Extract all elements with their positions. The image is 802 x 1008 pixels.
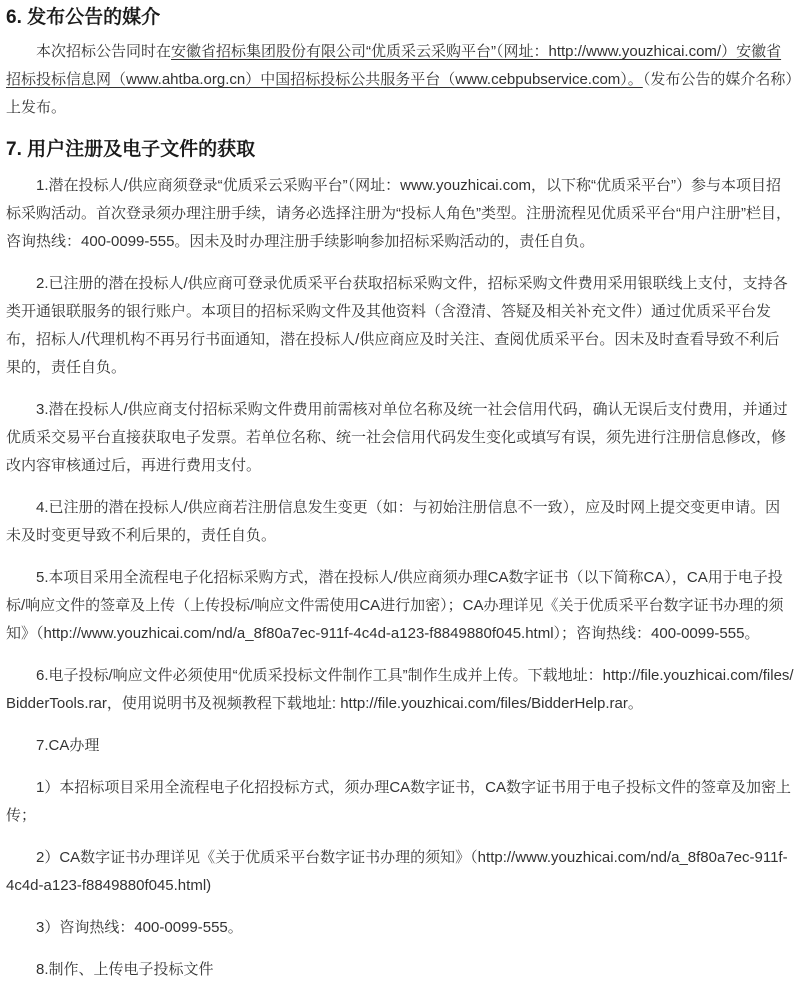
section6-heading: 6. 发布公告的媒介 <box>6 7 161 28</box>
ca-section-heading: 7.CA办理 <box>36 737 100 754</box>
media-intro-prefix: 本次招标公告同时在 <box>36 43 172 60</box>
registration-paragraph-4: 4.已注册的潜在投标人/供应商若注册信息发生变更（如：与初始注册信息不一致），应及时网上提交变更申请。因未及时变更导致不利后果的，责任自负。 <box>6 499 781 544</box>
media-platforms-underlined-text: 安徽省招标集团股份有限公司“优质采云采购平台”（网址：http://www.youzhicai.com/）安徽省招标投标信息网（www.ahtba.org.cn）中国招标投标公共服务平台（www.cebpubservice.com）。 <box>6 43 782 88</box>
ca-list-item-1: 1）本招标项目采用全流程电子化招投标方式，须办理CA数字证书，CA数字证书用于电子投标文件的签章及加密上传； <box>6 779 792 824</box>
section8-heading: 8.制作、上传电子投标文件 <box>36 961 214 978</box>
media-intro-suffix: （发布公告的媒介名称）上发布。 <box>6 71 793 116</box>
registration-paragraph-3: 3.潜在投标人/供应商支付招标采购文件费用前需核对单位名称及统一社会信用代码，确认无误后支付费用，并通过优质采交易平台直接获取电子发票。若单位名称、统一社会信用代码发生变化或填写有误，须先进行注册信息修改，修改内容审核通过后，再进行费用支付。 <box>6 401 788 474</box>
section7-heading: 7. 用户注册及电子文件的获取 <box>6 139 256 160</box>
registration-paragraph-2: 2.已注册的潜在投标人/供应商可登录优质采平台获取招标采购文件，招标采购文件费用采用银联线上支付，支持各类开通银联服务的银行账户。本项目的招标采购文件及其他资料（含澄清、答疑及相关补充文件）通过优质采平台发布，招标人/代理机构不再另行书面通知，潜在投标人/供应商应及时关注、查阅优质采平台。因未及时查看导致不利后果的，责任自负。 <box>6 275 788 376</box>
ca-list-item-3: 3）咨询热线：400-0099-555。 <box>36 919 243 936</box>
ca-list-item-2: 2）CA数字证书办理详见《关于优质采平台数字证书办理的须知》（http://www.youzhicai.com/nd/a_8f80a7ec-911f-4c4d-a123-f8849880f045.html) <box>6 849 788 894</box>
registration-paragraph-5: 5.本项目采用全流程电子化招标采购方式，潜在投标人/供应商须办理CA数字证书（以下简称CA），CA用于电子投标/响应文件的签章及上传（上传投标/响应文件需使用CA进行加密）；CA办理详见《关于优质采平台数字证书办理的须知》（http://www.youzhicai.com/nd/a_8f80a7ec-911f-4c4d-a123-f8849880f045.html）；咨询热线：400-0099-555。 <box>6 569 784 642</box>
media-intro-paragraph <box>6 38 794 122</box>
registration-paragraph-6: 6.电子投标/响应文件必须使用“优质采投标文件制作工具”制作生成并上传。下载地址：http://file.youzhicai.com/files/BidderTools.rar，使用说明书及视频教程下载地址: http://file.youzhicai.com/files/BidderHelp.rar。 <box>6 667 794 712</box>
registration-paragraph-1: 1.潜在投标人/供应商须登录“优质采云采购平台”（网址：www.youzhicai.com，以下称“优质采平台”）参与本项目招标采购活动。首次登录须办理注册手续，请务必选择注册为“投标人角色”类型。注册流程见优质采平台“用户注册”栏目，咨询热线：400-0099-555。因未及时办理注册手续影响参加招标采购活动的，责任自负。 <box>6 177 791 250</box>
